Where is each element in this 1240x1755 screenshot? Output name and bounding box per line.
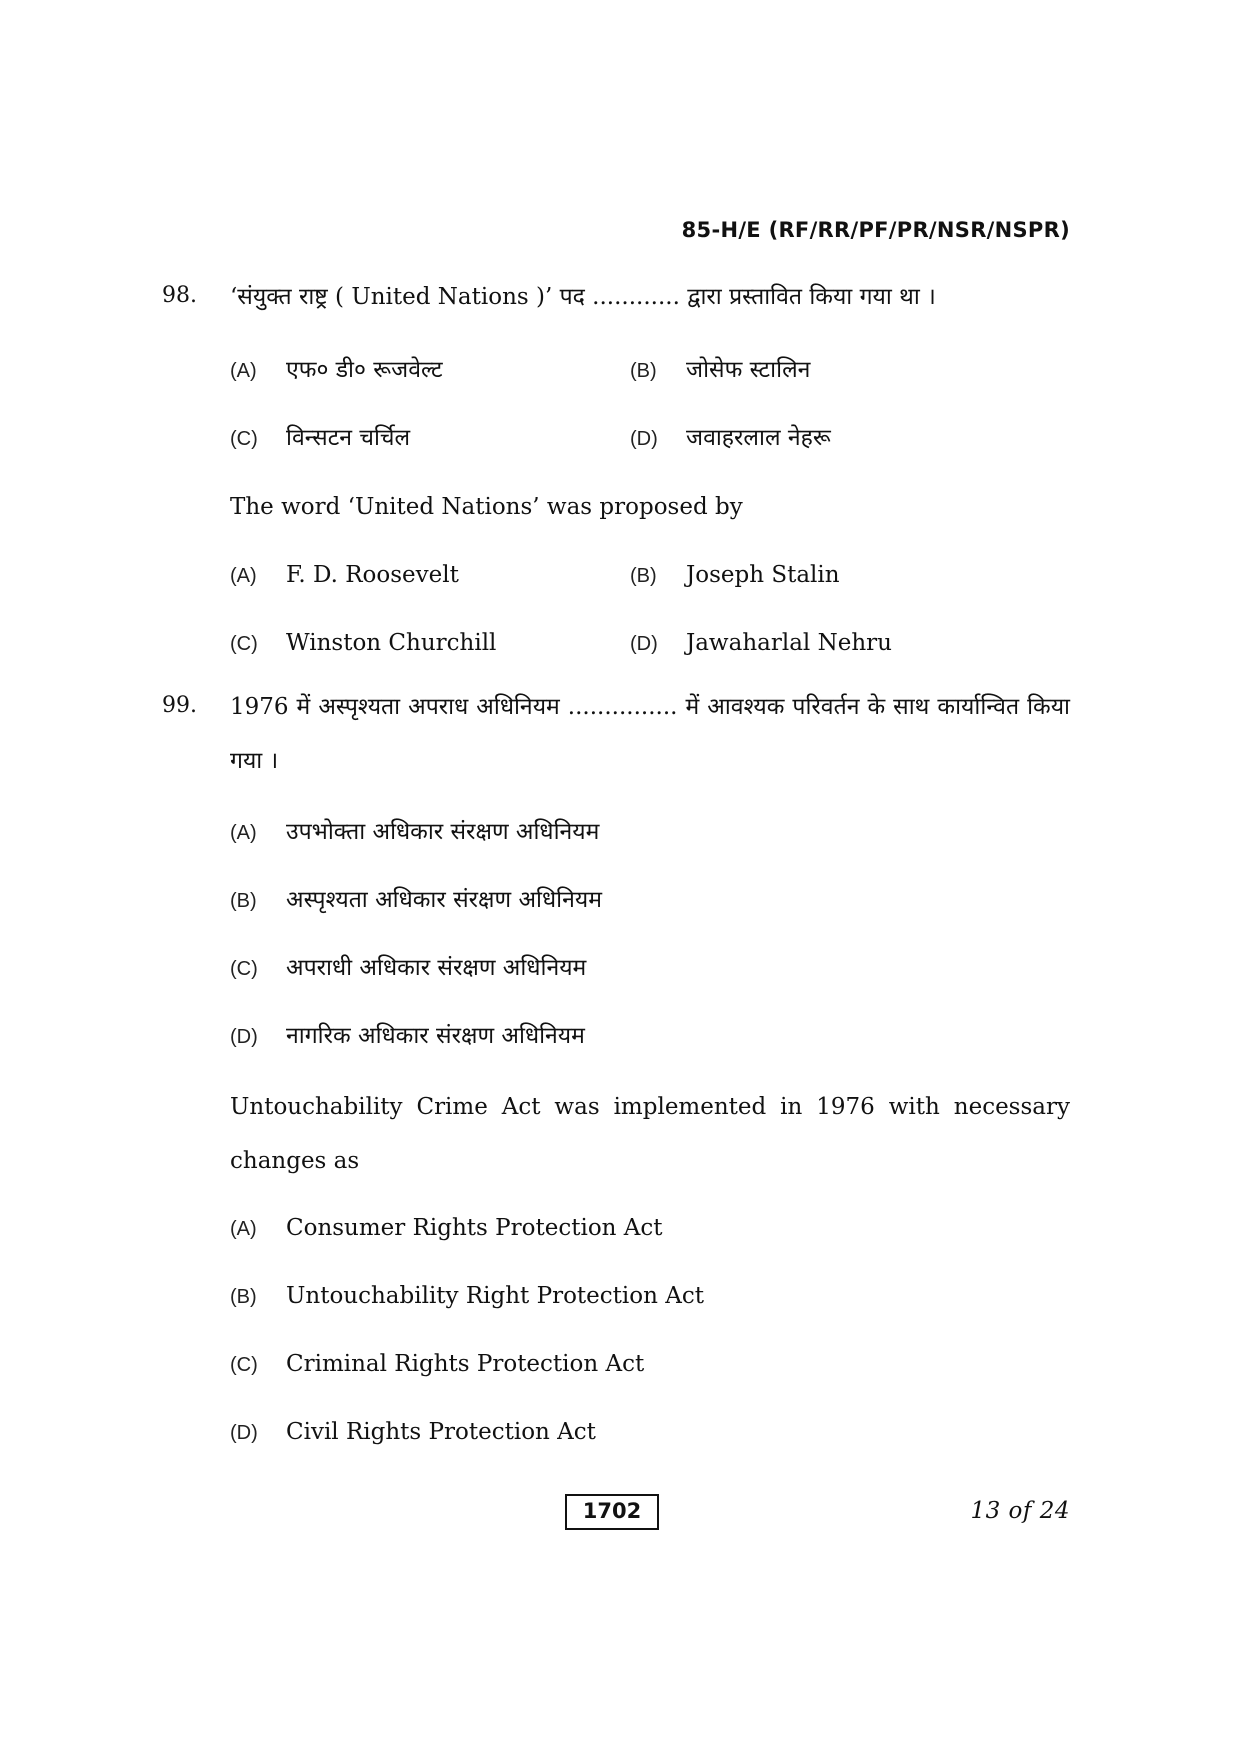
option-letter: (C) [230,1354,258,1376]
option-letter: (B) [230,890,257,912]
booklet-code-box: 1702 [565,1494,659,1530]
option-text: जवाहरलाल नेहरू [686,425,831,451]
option-letter: (C) [230,428,258,450]
q98-english-option-b [630,562,840,588]
page-number: 13 of 24 [970,1498,1070,1524]
option-text: Jawaharlal Nehru [686,630,892,656]
q98-english-option-c [230,630,496,656]
q98-hindi-option-b [630,352,810,384]
option-text: जोसेफ स्टालिन [686,357,811,383]
option-text: Civil Rights Protection Act [286,1419,596,1445]
option-text: एफ० डी० रूजवेल्ट [286,357,443,383]
option-text: F. D. Roosevelt [286,562,459,588]
question-number: 99. [162,693,197,718]
option-letter: (D) [230,1422,258,1444]
paper-code: 85-H/E (RF/RR/PF/PR/NSR/NSPR) [681,218,1070,242]
q98-english-option-d [630,630,892,656]
option-letter: (D) [630,428,658,450]
question-99-english-text: Untouchability Crime Act was implemented in 1976 with necessary changes as [230,1094,1070,1174]
option-text: अस्पृश्यता अधिकार संरक्षण अधिनियम [286,887,602,913]
q98-english-option-a [230,562,459,588]
option-letter: (B) [230,1286,257,1308]
question-number: 98. [162,283,197,308]
q99-hindi-option-b [230,882,602,914]
q98-hindi-option-a [230,352,443,384]
q99-english-option-a [230,1215,663,1241]
option-text: Consumer Rights Protection Act [286,1215,663,1241]
q98-hindi-option-c [230,420,410,452]
question-98-english-text: The word ‘United Nations’ was proposed by [230,494,743,520]
q98-hindi-option-d [630,420,831,452]
option-letter: (A) [230,1218,257,1240]
option-letter: (A) [230,822,257,844]
q99-hindi-option-a [230,814,599,846]
option-letter: (A) [230,565,257,587]
option-text: Criminal Rights Protection Act [286,1351,645,1377]
q99-hindi-option-c [230,950,586,982]
q99-english-option-d [230,1419,596,1445]
option-text: Joseph Stalin [686,562,840,588]
q99-english-option-c [230,1351,644,1377]
option-letter: (A) [230,360,257,382]
option-letter: (D) [230,1026,258,1048]
q99-hindi-option-d [230,1018,585,1050]
option-letter: (C) [230,958,258,980]
option-text: विन्सटन चर्चिल [286,425,411,451]
option-text: अपराधी अधिकार संरक्षण अधिनियम [286,955,587,981]
q99-english-option-b [230,1283,704,1309]
question-98-hindi-text: ‘संयुक्त राष्ट्र ( United Nations )’ पद ............ द्वारा प्रस्तावित किया गया था । [230,284,936,310]
question-99-hindi-text: 1976 में अस्पृश्यता अपराध अधिनियम ............... में आवश्यक परिवर्तन के साथ कार्यान्वित किया गया । [230,694,1070,774]
option-text: नागरिक अधिकार संरक्षण अधिनियम [286,1023,585,1049]
option-text: Winston Churchill [286,630,497,656]
option-text: Untouchability Right Protection Act [286,1283,704,1309]
option-letter: (B) [630,360,657,382]
option-letter: (C) [230,633,258,655]
option-letter: (B) [630,565,657,587]
option-letter: (D) [630,633,658,655]
option-text: उपभोक्ता अधिकार संरक्षण अधिनियम [286,819,600,845]
